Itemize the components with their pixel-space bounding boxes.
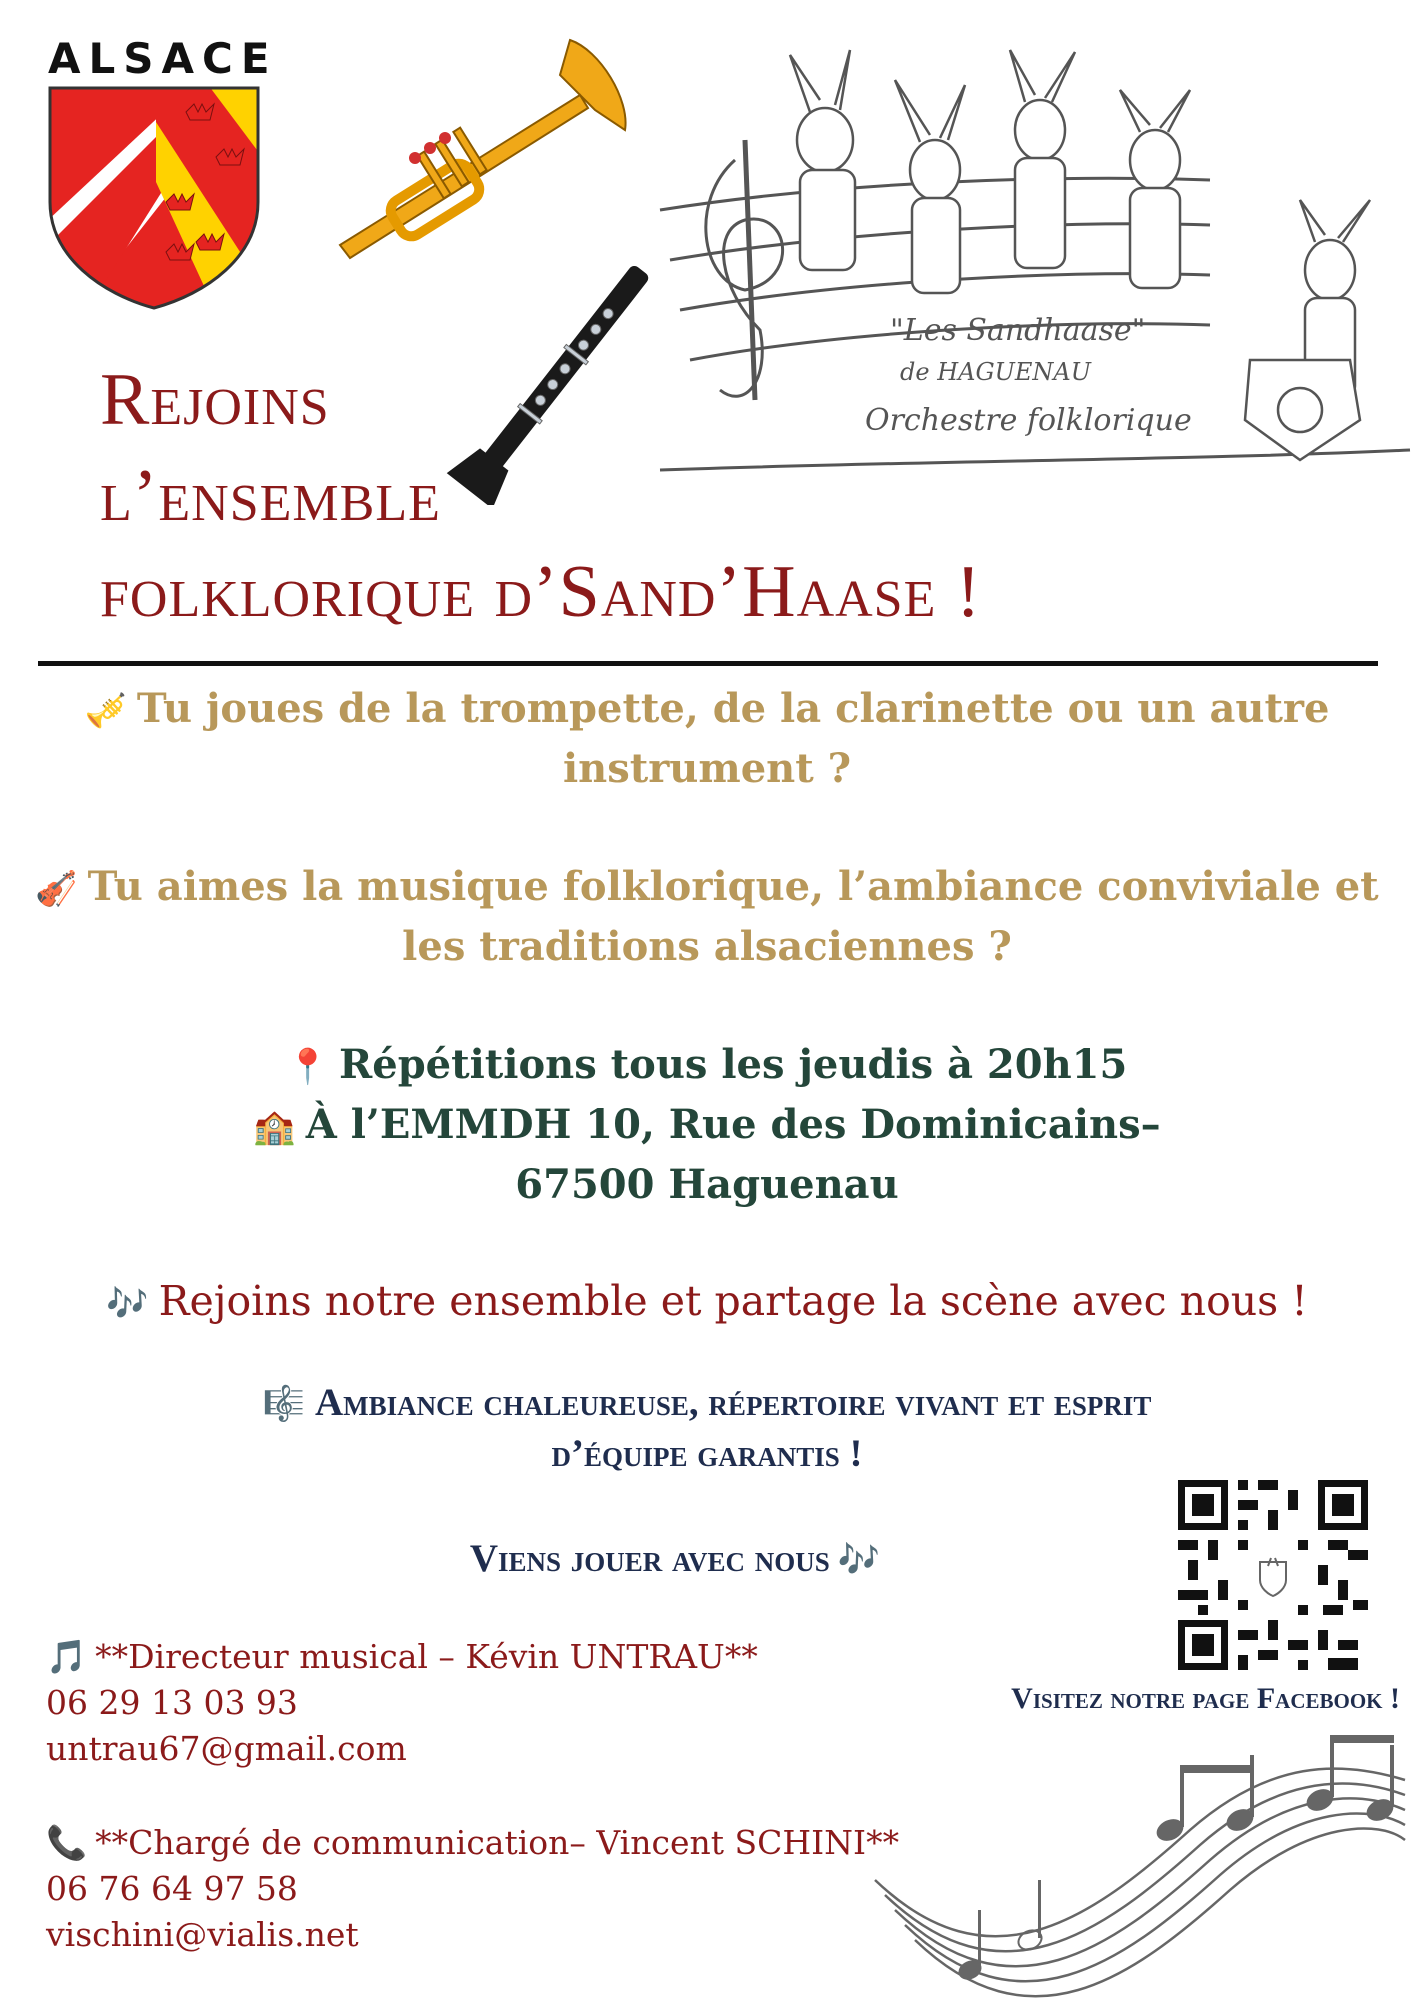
rehearsal-address-line-2: 67500 Haguenau (515, 1161, 899, 1208)
folk-line-1: Tu aimes la musique folklorique, l’ambiance conviviale et (87, 863, 1379, 910)
instrument-question (20, 680, 1394, 798)
ambiance-line-2: d’équipe garantis ! (551, 1432, 863, 1475)
viens-jouer-slogan (380, 1534, 980, 1585)
contact-phone[interactable]: 06 29 13 03 93 (46, 1683, 298, 1722)
rehearsal-info (20, 1036, 1394, 1214)
title-divider (38, 661, 1378, 666)
page-title (100, 352, 1320, 640)
orchestra-logo-line3: Orchestre folklorique (865, 403, 1192, 438)
musical-score-icon: 🎼 (262, 1384, 305, 1424)
folk-line-2: les traditions alsaciennes ? (402, 923, 1012, 970)
qr-caption: Visitez notre page Facebook ! (1011, 1682, 1400, 1715)
music-staff-decoration (870, 1720, 1410, 2000)
rehearsal-address-line-1: À l’EMMDH 10, Rue des Dominicains– (305, 1101, 1161, 1148)
contact-role: **Directeur musical – Kévin UNTRAU** (95, 1637, 758, 1676)
viens-text: Viens jouer avec nous (469, 1537, 830, 1580)
contact-role: **Chargé de communication– Vincent SCHINI** (95, 1823, 900, 1862)
ambiance-statement (20, 1378, 1394, 1479)
title-line-3: folklorique d’Sand’Haase ! (100, 551, 982, 633)
pin-icon: 📍 (286, 1047, 330, 1087)
music-note-icon: 🎵 (46, 1637, 88, 1676)
title-line-1: Rejoins (100, 359, 330, 441)
title-line-2: l’ensemble (100, 455, 441, 537)
contact-email[interactable]: vischini@vialis.net (46, 1915, 359, 1954)
contact-communication (46, 1820, 899, 1958)
rehearsal-schedule: Répétitions tous les jeudis à 20h15 (339, 1041, 1128, 1088)
orchestra-logo-line2: de HAGUENAU (900, 358, 1091, 386)
orchestra-logo-line1: "Les Sandhaase" (890, 313, 1146, 348)
trumpet-icon: 🎺 (84, 691, 127, 731)
instrument-line-2: instrument ? (562, 745, 852, 792)
join-invitation (20, 1272, 1394, 1333)
ambiance-line-1: Ambiance chaleureuse, répertoire vivant et esprit (314, 1381, 1152, 1424)
instrument-line-1: Tu joues de la trompette, de la clarinette ou un autre (136, 685, 1330, 732)
trumpet-illustration (330, 30, 640, 270)
folk-question (20, 858, 1394, 976)
phone-icon: 📞 (46, 1823, 88, 1862)
music-notes-icon: 🎶 (106, 1284, 149, 1324)
region-label: ALSACE (48, 34, 278, 83)
contact-director (46, 1634, 758, 1772)
contact-phone[interactable]: 06 76 64 97 58 (46, 1869, 298, 1908)
contact-email[interactable]: untrau67@gmail.com (46, 1729, 407, 1768)
join-text: Rejoins notre ensemble et partage la scène avec nous ! (158, 1277, 1308, 1325)
facebook-qr-code[interactable] (1178, 1480, 1368, 1670)
music-notes-icon: 🎶 (837, 1540, 881, 1580)
alsace-coat-of-arms (46, 82, 266, 312)
school-building-icon: 🏫 (253, 1107, 296, 1147)
violin-icon: 🎻 (35, 869, 78, 909)
